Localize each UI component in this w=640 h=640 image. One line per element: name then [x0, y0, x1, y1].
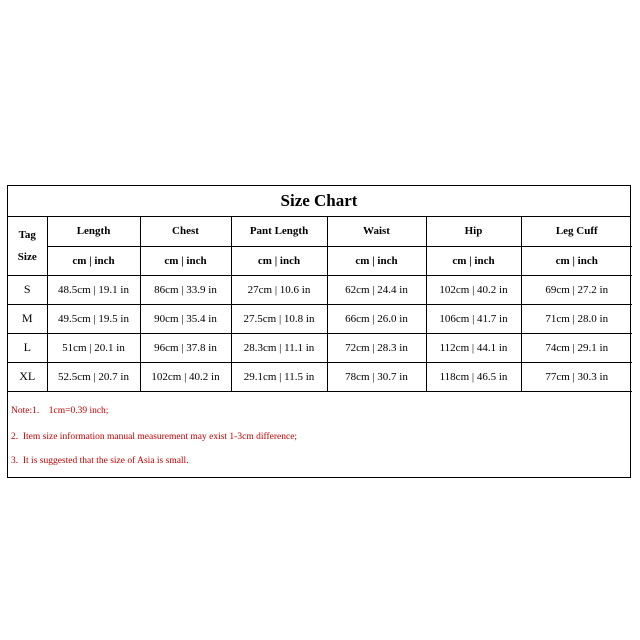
table-cell: 71cm | 28.0 in	[521, 304, 632, 333]
table-cell: 49.5cm | 19.5 in	[47, 304, 140, 333]
column-header: Length	[47, 217, 140, 246]
tag-size-header	[8, 217, 47, 275]
unit-label: cm | inch	[140, 246, 231, 275]
size-label: Size	[17, 250, 37, 263]
table-cell: 51cm | 20.1 in	[47, 333, 140, 362]
note-3: 3. It is suggested that the size of Asia is small.	[11, 456, 189, 466]
tag-label: Tag	[18, 228, 36, 241]
note-1: Note:1. 1cm=0.39 inch;	[11, 406, 109, 416]
unit-label: cm | inch	[231, 246, 327, 275]
table-cell: 78cm | 30.7 in	[327, 362, 426, 391]
size-chart	[7, 185, 631, 478]
table-cell: 112cm | 44.1 in	[426, 333, 521, 362]
table-cell: 102cm | 40.2 in	[140, 362, 231, 391]
table-cell: 62cm | 24.4 in	[327, 275, 426, 304]
table-cell: 48.5cm | 19.1 in	[47, 275, 140, 304]
size-cell: L	[8, 333, 47, 362]
table-cell: 66cm | 26.0 in	[327, 304, 426, 333]
note-2: 2. Item size information manual measurement may exist 1-3cm difference;	[11, 432, 298, 442]
unit-row	[8, 246, 632, 275]
table-cell: 72cm | 28.3 in	[327, 333, 426, 362]
size-cell: XL	[8, 362, 47, 391]
table-row	[8, 304, 632, 333]
column-header: Waist	[327, 217, 426, 246]
table-row	[8, 275, 632, 304]
table-cell: 102cm | 40.2 in	[426, 275, 521, 304]
header-row	[8, 217, 632, 246]
table-cell: 86cm | 33.9 in	[140, 275, 231, 304]
table-cell: 74cm | 29.1 in	[521, 333, 632, 362]
table-cell: 90cm | 35.4 in	[140, 304, 231, 333]
unit-label: cm | inch	[426, 246, 521, 275]
unit-label: cm | inch	[521, 246, 632, 275]
column-header: Pant Length	[231, 217, 327, 246]
table-cell: 77cm | 30.3 in	[521, 362, 632, 391]
unit-label: cm | inch	[327, 246, 426, 275]
table-cell: 28.3cm | 11.1 in	[231, 333, 327, 362]
size-cell: S	[8, 275, 47, 304]
table-cell: 96cm | 37.8 in	[140, 333, 231, 362]
chart-title: Size Chart	[8, 186, 630, 217]
table-cell: 118cm | 46.5 in	[426, 362, 521, 391]
size-cell: M	[8, 304, 47, 333]
table-cell: 69cm | 27.2 in	[521, 275, 632, 304]
column-header: Leg Cuff	[521, 217, 632, 246]
column-header: Hip	[426, 217, 521, 246]
size-table	[8, 217, 632, 392]
table-cell: 27.5cm | 10.8 in	[231, 304, 327, 333]
table-cell: 52.5cm | 20.7 in	[47, 362, 140, 391]
table-cell: 29.1cm | 11.5 in	[231, 362, 327, 391]
table-row	[8, 333, 632, 362]
table-cell: 27cm | 10.6 in	[231, 275, 327, 304]
table-row	[8, 362, 632, 391]
unit-label: cm | inch	[47, 246, 140, 275]
column-header: Chest	[140, 217, 231, 246]
table-cell: 106cm | 41.7 in	[426, 304, 521, 333]
